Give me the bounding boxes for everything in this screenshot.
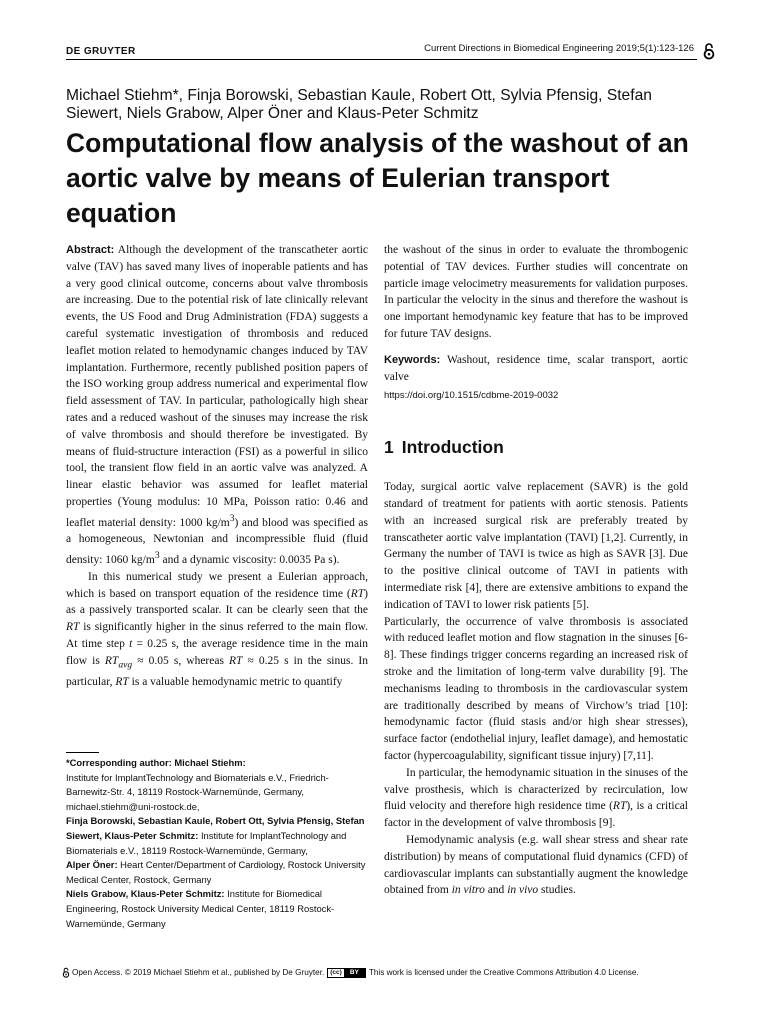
intro-paragraph-2: Particularly, the occurrence of valve thrombosis is associated with reduced leaflet motion and flow stagnation in the sinuses [6-8]. These findings trigger concerns regarding an increased risk of stroke and the limitation of long-term valve durability [9]. The mechanisms leading to thrombosis in the cardiovascular system are traditionally described by means of Virchow’s triad [10]: hemodynamic factor (fluid stasis and/or high shear stresses), surface factor (endothelial injury, leaflet damage), and hemostatic factor (hypercoagulability, significant tissue injury) [7,11]. xyxy=(384,615,688,762)
cc-by-badge[interactable]: (cc) BY xyxy=(327,968,366,978)
abstract-paragraph-3: the washout of the sinus in order to evaluate the thrombogenic potential of TAV devices. Further studies will concentrate on particle image velocimetry measurements for validation purposes. In particular the velocity in the sinus and therefore the washout is one important hemodynamic key feature that has to be improved for future TAV designs. xyxy=(384,244,688,340)
open-access-icon xyxy=(62,967,70,978)
affiliation-note: Finja Borowski, Sebastian Kaule, Robert Ott, Sylvia Pfensig, Stefan Siewert, Klaus-Peter Schmitz: Institute for ImplantTechnology and Biomaterials e.V., 18119 Rostock-Warnemünde, Germany, xyxy=(66,815,365,856)
keywords: Keywords: Washout, residence time, scalar transport, aortic valve xyxy=(384,353,688,383)
keywords-label: Keywords: xyxy=(384,353,441,366)
abstract-label: Abstract: xyxy=(66,244,115,256)
section-heading-introduction: 1 Introduction xyxy=(384,437,504,458)
right-column xyxy=(384,242,688,899)
header-divider xyxy=(66,59,697,60)
abstract-paragraph-1: Abstract: Although the development of the transcatheter aortic valve (TAV) has saved many lives of inoperable patients and has a very good clinical outcome, concerns about valve thrombosis are increasing. Due to the potential risk of late clinically relevant events, the US Food and Drug Administration (FDA) suggests a careful systematic investigation of thrombosis and reduced leaflet motion related to hemodynamic changes induced by TAV implantation. Furthermore, recently published position papers of the ISO working group address numerical and experimental flow field assessment of TAV. In particular, pathologically high shear rates and a reduced washout of the sinuses may increase the risk of valve thrombosis and should therefore be investigated. By means of fluid-structure interaction (FSI) as a powerful in silico tool, the transient flow field in an aortic valve was analyzed. A linear elastic behavior was assumed for leaflet material properties (Young modulus: 10 MPa, Poisson ratio: 0.46 and leaflet material density: 1000 $kg/m^3$) and blood was specified as a homogeneous, Newtonian and incompressible fluid (fluid density: 1060 $kg/m^3$ and a dynamic viscosity: 0.0035 Pa s). xyxy=(66,244,368,566)
intro-paragraph-1: Today, surgical aortic valve replacement (SAVR) is the gold standard of treatment for patients with aortic stenosis. Patients with an increased surgical risk are preferably treated by transcatheter aortic valve implantation (TAVI) [1,2]. Currently, in Germany the number of TAVI is twice as high as SAVR [3]. Due to the positive clinical outcome of TAVI in patients with intermediate risk [4], there are extensive ambitions to expand the indication of TAVI to lower risk patients [5]. xyxy=(384,481,688,611)
affiliation-note: Alper Öner: Heart Center/Department of Cardiology, Rostock University Medical Center, Rostock, Germany xyxy=(66,859,366,885)
affiliation-note: Niels Grabow, Klaus-Peter Schmitz: Institute for Biomedical Engineering, Rostock University Medical Center, 18119 Rostock-Warnemünde, Germany xyxy=(66,888,335,929)
doi-link[interactable]: https://doi.org/10.1515/cdbme-2019-0032 xyxy=(384,390,559,402)
intro-paragraph-4: Hemodynamic analysis (e.g. wall shear stress and shear rate distribution) by means of computational fluid dynamics (CFD) of cardiovascular implants can substantially augment the knowledge obtained from in vitro and in vivo studies. xyxy=(384,833,688,897)
publisher-name: DE GRUYTER xyxy=(66,46,136,57)
page-footer xyxy=(62,967,702,978)
author-list: Michael Stiehm*, Finja Borowski, Sebastian Kaule, Robert Ott, Sylvia Pfensig, Stefan Siewert, Niels Grabow, Alper Öner and Klaus-Peter Schmitz xyxy=(66,87,652,122)
author-footnotes xyxy=(66,756,366,931)
corresponding-author-note: *Corresponding author: Michael Stiehm: Institute for ImplantTechnology and Biomaterials e.V., Friedrich-Barnewitz-Str. 4, 18119 Rostock-Warnemünde, Germany, michael.stiehm@uni-rostock.de, xyxy=(66,757,329,812)
journal-citation: Current Directions in Biomedical Engineering 2019;5(1):123-126 xyxy=(424,43,694,54)
footnote-divider xyxy=(66,752,99,753)
left-column xyxy=(66,242,368,691)
abstract-paragraph-2: In this numerical study we present a Eulerian approach, which is based on transport equation of the residence time (RT) as a passively transported scalar. It can be clearly seen that the RT is significantly higher in the sinus referred to the main flow. At time step t = 0.25 s, the average residence time in the main flow is $RT_{avg} \approx 0.05$ s, whereas RT ≈ 0.25 s in the sinus. In particular, RT is a valuable hemodynamic metric to quantify xyxy=(66,570,368,688)
open-access-notice: Open Access. © 2019 Michael Stiehm et al., published by De Gruyter. xyxy=(72,968,325,977)
intro-paragraph-3: In particular, the hemodynamic situation in the sinuses of the valve prosthesis, which is characterized by recirculation, low fluid velocity and therefore high residence time (RT), is a critical factor in the development of valve thrombosis [9]. xyxy=(384,766,688,830)
paper-title: Computational flow analysis of the washout of an aortic valve by means of Eulerian transport equation xyxy=(66,128,689,228)
license-notice: This work is licensed under the Creative Commons Attribution 4.0 License. xyxy=(368,968,639,977)
open-access-icon xyxy=(703,42,715,60)
